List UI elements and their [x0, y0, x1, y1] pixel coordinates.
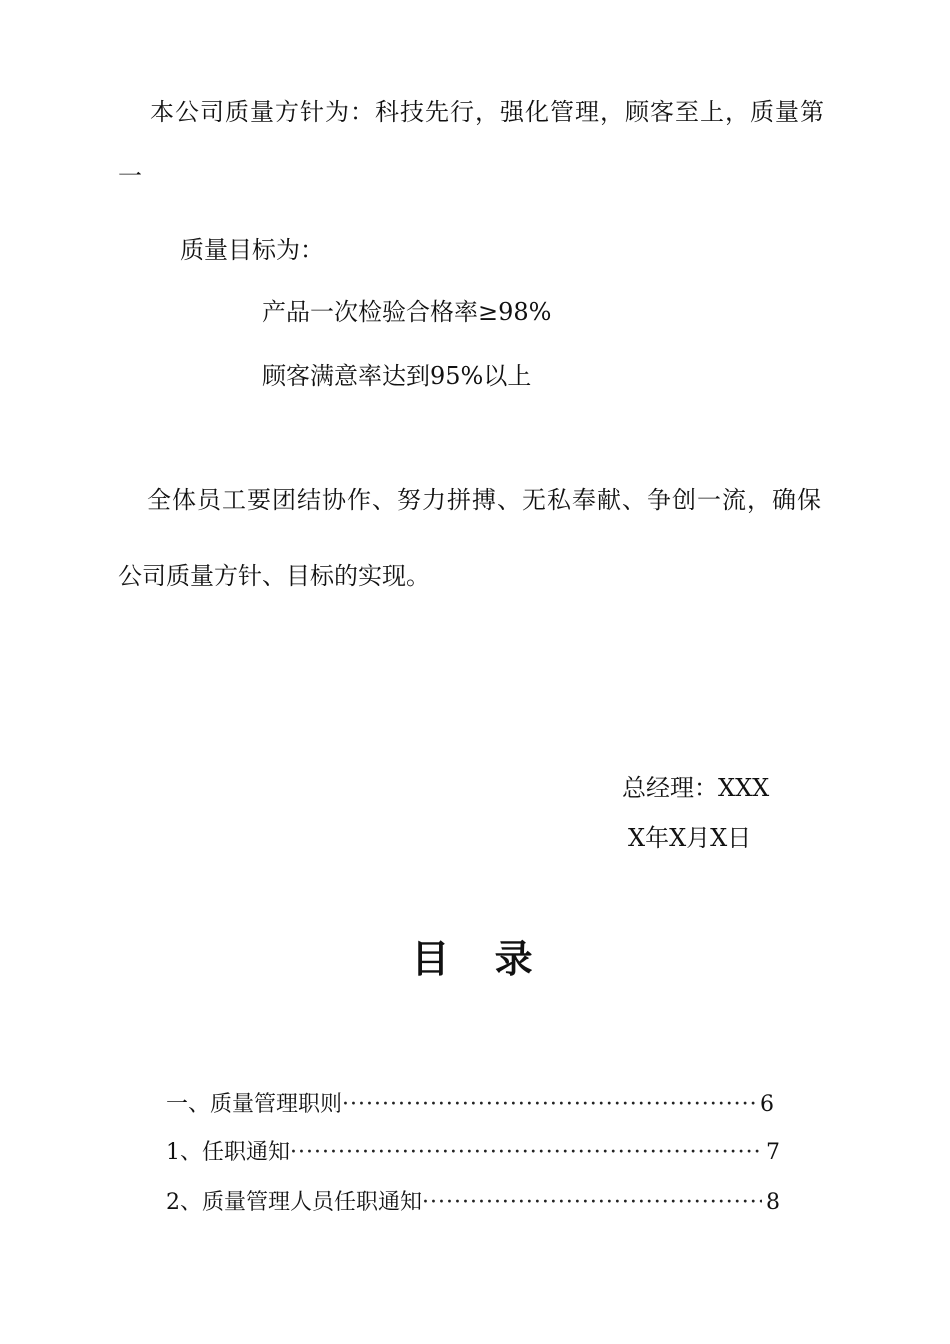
toc-entry[interactable]	[166, 1092, 774, 1118]
quality-goals-heading: 质量目标为：	[180, 236, 324, 264]
staff-statement-line-1: 全体员工要团结协作、努力拼搏、无私奉献、争创一流，确保	[147, 486, 822, 514]
toc-entry-label: 1、任职通知	[166, 1140, 290, 1165]
quality-goal-item: 顾客满意率达到95%以上	[262, 362, 532, 390]
toc-entry-page: 7	[766, 1140, 780, 1165]
signature-date: X年X月X日	[628, 824, 752, 852]
general-manager-signature: 总经理：XXX	[622, 774, 770, 802]
toc-entry-page: 8	[766, 1190, 780, 1215]
toc-entry-label: 一、质量管理职则	[166, 1092, 343, 1117]
toc-title: 目 录	[411, 936, 549, 981]
quality-goal-item: 产品一次检验合格率≥98%	[262, 298, 552, 326]
toc-dot-leader	[422, 1190, 762, 1216]
quality-policy-line-2: 一	[118, 162, 142, 190]
quality-policy-line-1: 本公司质量方针为：科技先行，强化管理，顾客至上，质量第	[150, 98, 825, 126]
toc-dot-leader	[290, 1140, 762, 1166]
staff-statement-line-2: 公司质量方针、目标的实现。	[118, 562, 430, 590]
toc-entry[interactable]	[166, 1140, 780, 1166]
toc-entry-label: 2、质量管理人员任职通知	[166, 1190, 422, 1215]
toc-entry[interactable]	[166, 1190, 780, 1216]
toc-dot-leader	[342, 1092, 756, 1118]
toc-entry-page: 6	[760, 1092, 774, 1117]
